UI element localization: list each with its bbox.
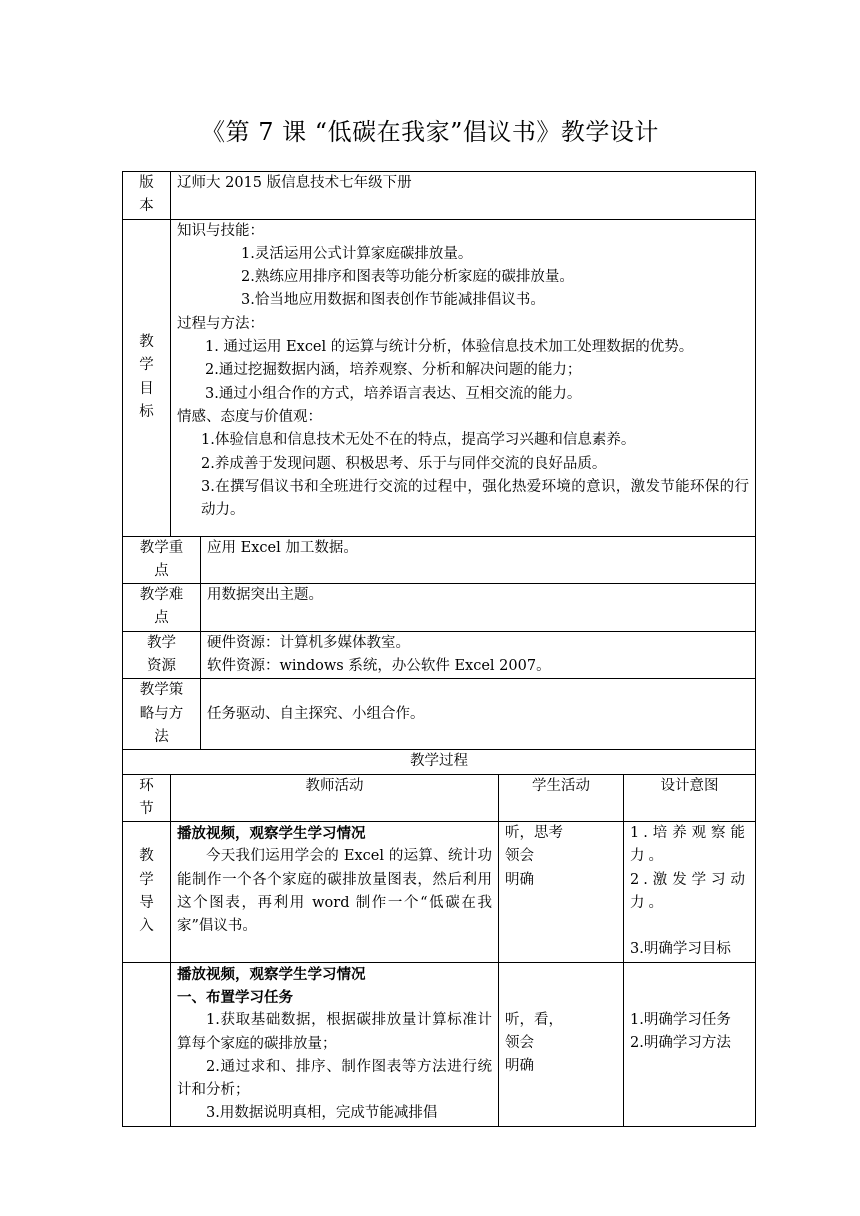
emotion-heading: 情感、态度与价值观： bbox=[177, 408, 322, 425]
task-sub-title: 一、布置学习任务 bbox=[177, 988, 293, 1006]
strategy-label: 教学策略与方法 bbox=[139, 682, 184, 745]
column-teacher: 教师活动 bbox=[305, 777, 364, 794]
hardware-resources: 硬件资源：计算机多媒体教室。 bbox=[207, 634, 410, 651]
process-section-heading: 教学过程 bbox=[410, 753, 468, 770]
version-label: 版本 bbox=[139, 175, 154, 215]
task-student-activity: 听，看， bbox=[505, 1011, 563, 1028]
intro-student-activity: 领会 bbox=[505, 848, 534, 865]
strategy-value: 任务驱动、自主探究、小组合作。 bbox=[207, 705, 425, 722]
knowledge-item: 3.恰当地应用数据和图表创作节能减排倡议书。 bbox=[241, 292, 545, 309]
process-heading-row bbox=[123, 750, 756, 774]
version-row bbox=[123, 172, 756, 220]
objectives-label: 教学目标 bbox=[139, 334, 154, 420]
task-row bbox=[123, 962, 756, 1126]
objectives-row bbox=[123, 219, 756, 536]
intro-row bbox=[123, 822, 756, 962]
knowledge-heading: 知识与技能： bbox=[177, 222, 264, 239]
strategy-row bbox=[123, 679, 756, 750]
process-heading: 过程与方法： bbox=[177, 315, 264, 332]
difficulty-row bbox=[123, 584, 756, 632]
intro-teacher-text: 今天我们运用学会的 Excel 的运算、统计功能制作一个各个家庭的碳排放量图表，然后利用这个图表，再利用 word 制作一个“低碳在我家”倡议书。 bbox=[177, 848, 492, 935]
emotion-item: 3.在撰写倡议书和全班进行交流的过程中，强化热爱环境的意识，激发节能环保的行动力。 bbox=[201, 478, 749, 519]
resources-label: 教学资源 bbox=[147, 634, 176, 675]
task-intent: 1.明确学习任务 bbox=[630, 1011, 731, 1028]
intro-student-activity: 听，思考 bbox=[505, 825, 563, 842]
process-item: 3.通过小组合作的方式，培养语言表达、互相交流的能力。 bbox=[205, 385, 582, 402]
column-stage: 环节 bbox=[139, 777, 154, 817]
key-point-row bbox=[123, 536, 756, 584]
intro-intent: 2.激发学习动力。 bbox=[630, 871, 749, 912]
process-item: 1. 通过运用 Excel 的运算与统计分析，体验信息技术加工处理数据的优势。 bbox=[205, 339, 694, 356]
intro-student-activity: 明确 bbox=[505, 871, 534, 888]
intro-teacher-title: 播放视频，观察学生学习情况 bbox=[177, 825, 366, 843]
task-teacher-title: 播放视频，观察学生学习情况 bbox=[177, 965, 366, 983]
document-title: 《第 7 课 “低碳在我家”倡议书》教学设计 bbox=[201, 118, 659, 146]
knowledge-item: 2.熟练应用排序和图表等功能分析家庭的碳排放量。 bbox=[241, 269, 574, 286]
task-item: 2.通过求和、排序、制作图表等方法进行统计和分析； bbox=[177, 1058, 492, 1099]
column-intent: 设计意图 bbox=[660, 777, 719, 794]
intro-stage: 教学导入 bbox=[139, 848, 154, 935]
task-student-activity: 明确 bbox=[505, 1058, 534, 1075]
resources-row bbox=[123, 631, 756, 679]
column-student: 学生活动 bbox=[532, 777, 590, 794]
difficulty-value: 用数据突出主题。 bbox=[207, 587, 323, 604]
task-item: 1.获取基础数据，根据碳排放量计算标准计算每个家庭的碳排放量； bbox=[177, 1012, 492, 1052]
task-intent: 2.明确学习方法 bbox=[630, 1034, 731, 1051]
process-item: 2.通过挖掘数据内涵，培养观察、分析和解决问题的能力； bbox=[205, 362, 582, 379]
task-student-activity: 领会 bbox=[505, 1034, 534, 1051]
emotion-item: 2.养成善于发现问题、积极思考、乐于与同伴交流的良好品质。 bbox=[201, 455, 607, 472]
process-columns-row bbox=[123, 774, 756, 822]
version-value: 辽师大 2015 版信息技术七年级下册 bbox=[177, 175, 412, 191]
lesson-plan-table bbox=[122, 171, 756, 1127]
knowledge-item: 1.灵活运用公式计算家庭碳排放量。 bbox=[241, 245, 473, 262]
difficulty-label: 教学难点 bbox=[139, 587, 184, 627]
emotion-item: 1.体验信息和信息技术无处不在的特点，提高学习兴趣和信息素养。 bbox=[201, 432, 636, 449]
intro-intent: 3.明确学习目标 bbox=[630, 941, 731, 958]
key-point-label: 教学重点 bbox=[139, 539, 184, 579]
task-item: 3.用数据说明真相，完成节能减排倡 bbox=[206, 1105, 438, 1122]
objectives-content bbox=[171, 220, 755, 523]
key-point-value: 应用 Excel 加工数据。 bbox=[207, 539, 358, 556]
intro-intent: 1.培养观察能力。 bbox=[630, 825, 749, 865]
software-resources: 软件资源：windows 系统，办公软件 Excel 2007。 bbox=[207, 658, 551, 675]
